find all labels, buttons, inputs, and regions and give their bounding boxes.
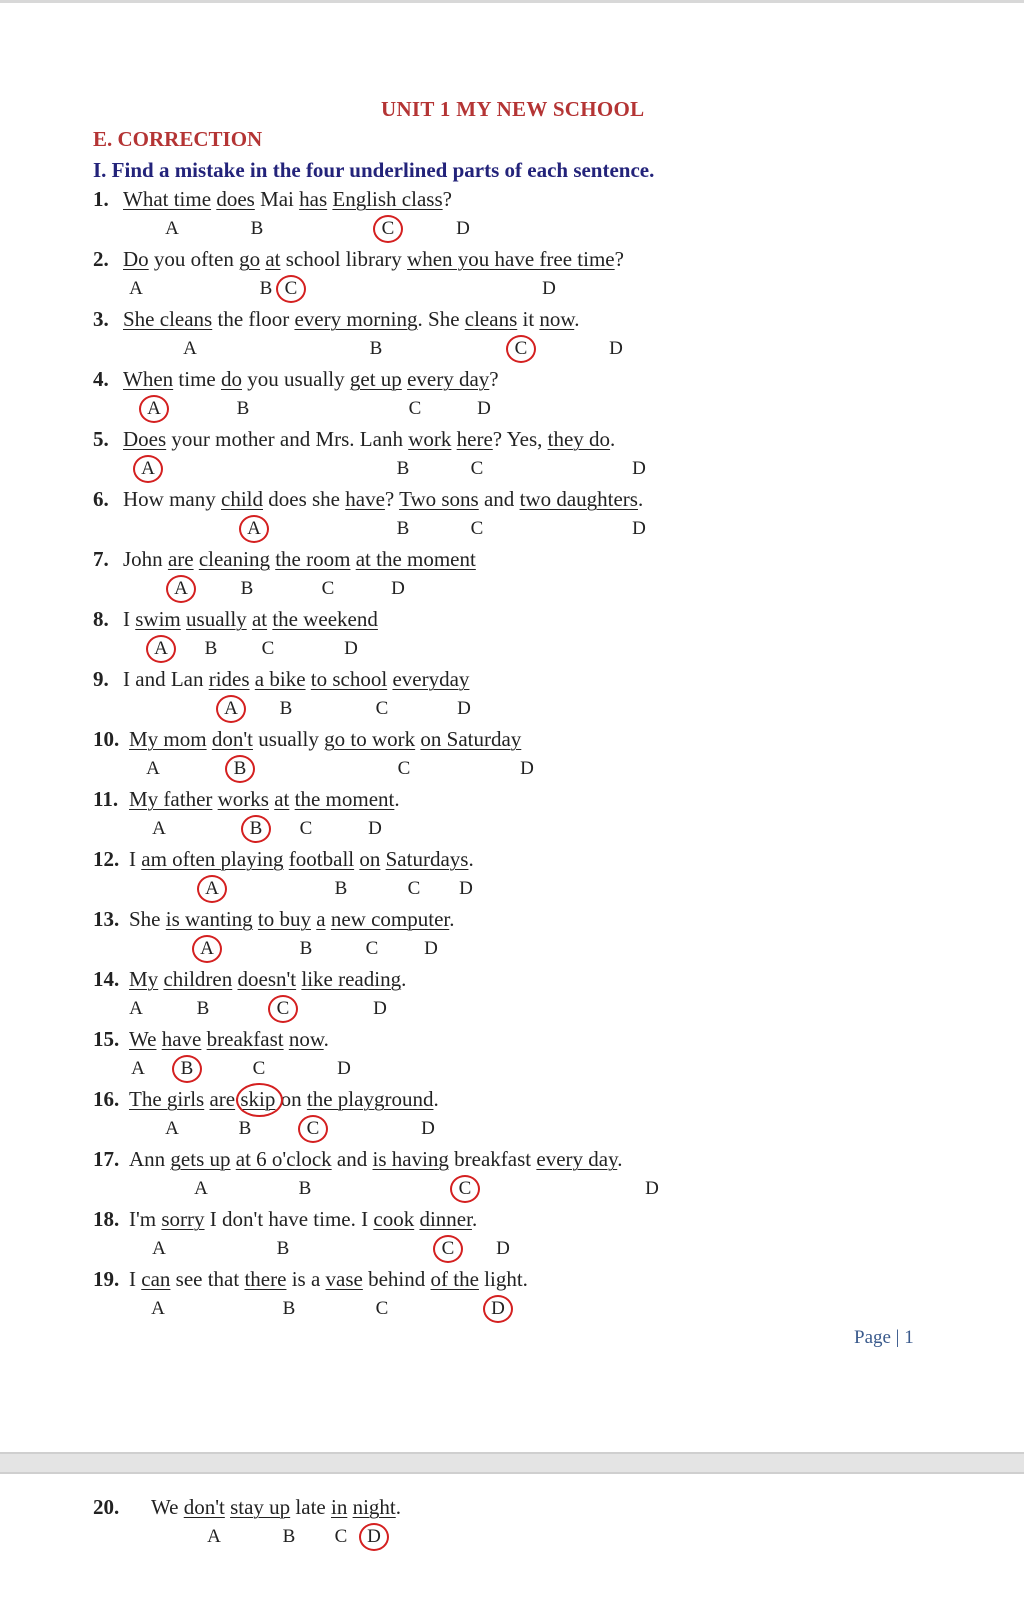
choice-label-c: C [470, 518, 484, 539]
underlined-part: works [217, 787, 269, 811]
underlined-part: two daughters [519, 487, 638, 511]
question-number: 20. [93, 1495, 120, 1519]
sentence-text: . [401, 967, 407, 991]
choice-label-b: B [334, 878, 348, 899]
circled-answer-c: C [268, 995, 298, 1023]
question-number: 18. [93, 1207, 120, 1231]
choice-label-d: D [421, 1118, 435, 1139]
circled-answer-c: C [298, 1115, 328, 1143]
sentence-text: late [290, 1495, 331, 1519]
choice-label-c: C [470, 458, 484, 479]
sentence-text: I [129, 847, 142, 871]
sentence-text: Ann [129, 1147, 171, 1171]
circled-answer-a: A [166, 575, 196, 603]
choice-label-c: C [365, 938, 379, 959]
choice-label-c: C [299, 818, 313, 839]
underlined-part: the weekend [272, 607, 378, 631]
question-18 [0, 1206, 1024, 1268]
underlined-part: the moment [294, 787, 395, 811]
sentence-text: ? [384, 487, 400, 511]
underlined-part: a bike [254, 667, 306, 691]
underlined-part: What time [123, 187, 212, 211]
sentence-text: She [129, 907, 166, 931]
underlined-part: in [330, 1495, 348, 1519]
choice-label-b: B [259, 278, 273, 299]
sentence-text: ? [489, 367, 499, 391]
underlined-part: English class [332, 187, 443, 211]
underlined-part: breakfast [206, 1027, 284, 1051]
choice-label-c: C [375, 698, 389, 719]
underlined-part: stay up [230, 1495, 291, 1519]
choice-label-c: C [334, 1526, 348, 1547]
choice-label-a: A [207, 1526, 221, 1547]
sentence-text: school library [280, 247, 408, 271]
underlined-part: rides [208, 667, 250, 691]
circled-answer-c: C [276, 275, 306, 303]
choice-label-c: C [408, 398, 422, 419]
underlined-part: night [352, 1495, 396, 1519]
choice-label-d: D [496, 1238, 510, 1259]
sentence-text: I'm [129, 1207, 162, 1231]
question-sentence [93, 906, 454, 932]
choice-label-d: D [632, 518, 646, 539]
question-sentence [93, 846, 474, 872]
underlined-part: like reading [301, 967, 402, 991]
circled-answer-d: D [483, 1295, 513, 1323]
circled-answer-a: A [139, 395, 169, 423]
underlined-part: every day [536, 1147, 618, 1171]
sentence-text: behind [362, 1267, 431, 1291]
underlined-part: cleaning [198, 547, 270, 571]
sentence-text: . [468, 847, 474, 871]
question-number: 9. [93, 667, 109, 691]
question-12 [0, 846, 1024, 908]
page-separator [0, 1452, 1024, 1474]
underlined-part: does [216, 187, 255, 211]
underlined-part: swim [135, 607, 181, 631]
question-sentence [93, 606, 378, 632]
underlined-part: have [345, 487, 385, 511]
choice-label-d: D [344, 638, 358, 659]
question-sentence [93, 486, 643, 512]
underlined-part: The girls [129, 1087, 205, 1111]
underlined-part: the room [275, 547, 351, 571]
choice-label-c: C [375, 1298, 389, 1319]
underlined-part: every morning [294, 307, 418, 331]
underlined-part: are [167, 547, 194, 571]
sentence-text: . [610, 427, 616, 451]
section-title: E. CORRECTION [93, 127, 263, 151]
question-19 [0, 1266, 1024, 1328]
underlined-part: every day [407, 367, 490, 391]
sentence-text: . [323, 1027, 329, 1051]
choice-label-a: A [129, 998, 143, 1019]
sentence-text: How many [123, 487, 221, 511]
underlined-part: they do [547, 427, 611, 451]
choice-label-d: D [542, 278, 556, 299]
question-10 [0, 726, 1024, 788]
sentence-text: I don't have time. I [204, 1207, 374, 1231]
underlined-part: to buy [257, 907, 312, 931]
choice-label-d: D [632, 458, 646, 479]
circled-answer-a: A [192, 935, 222, 963]
question-number: 16. [93, 1087, 120, 1111]
sentence-text: on [275, 1087, 307, 1111]
sentence-text: time [173, 367, 221, 391]
underlined-part: get up [349, 367, 402, 391]
underlined-part: gets up [170, 1147, 231, 1171]
choice-label-b: B [282, 1298, 296, 1319]
question-sentence [93, 666, 469, 692]
sentence-text: and [331, 1147, 373, 1171]
underlined-part: work [408, 427, 452, 451]
question-8 [0, 606, 1024, 668]
circled-answer-a: A [216, 695, 246, 723]
choice-label-b: B [396, 458, 410, 479]
underlined-part: now [288, 1027, 324, 1051]
question-number: 5. [93, 427, 109, 451]
underlined-part: there [244, 1267, 287, 1291]
sentence-text: . [617, 1147, 623, 1171]
underlined-part: go [239, 247, 261, 271]
question-number: 19. [93, 1267, 120, 1291]
question-2 [0, 246, 1024, 308]
sentence-text: see that [170, 1267, 245, 1291]
choice-label-d: D [477, 398, 491, 419]
sentence-text: . She [417, 307, 465, 331]
underlined-part: don't [183, 1495, 225, 1519]
question-16 [0, 1086, 1024, 1148]
choice-label-b: B [279, 698, 293, 719]
question-4 [0, 366, 1024, 428]
circled-answer-b: B [172, 1055, 202, 1083]
sentence-text: . [637, 487, 644, 511]
choice-label-d: D [645, 1178, 659, 1199]
question-sentence [93, 246, 624, 272]
circled-answer-d: D [359, 1523, 389, 1551]
choice-label-c: C [321, 578, 335, 599]
question-sentence [93, 966, 406, 992]
question-17 [0, 1146, 1024, 1208]
choice-label-d: D [609, 338, 623, 359]
question-number: 2. [93, 247, 109, 271]
question-1 [0, 186, 1024, 248]
sentence-text: I [129, 1267, 142, 1291]
question-sentence [93, 306, 579, 332]
circled-answer-c: C [450, 1175, 480, 1203]
underlined-part: have [161, 1027, 202, 1051]
underlined-part: has [299, 187, 328, 211]
sentence-text: you usually [241, 367, 350, 391]
choice-label-b: B [236, 398, 250, 419]
underlined-part: Two sons [399, 487, 479, 511]
choice-label-a: A [151, 1298, 165, 1319]
underlined-part: are [209, 1087, 236, 1111]
sentence-text: light. [478, 1267, 528, 1291]
underlined-part: on [359, 847, 381, 871]
underlined-part: skip [240, 1087, 276, 1111]
unit-title: UNIT 1 MY NEW SCHOOL [381, 97, 645, 121]
circled-answer-a: A [197, 875, 227, 903]
question-number: 4. [93, 367, 109, 391]
sentence-text: . [395, 1495, 401, 1519]
question-5 [0, 426, 1024, 488]
question-7 [0, 546, 1024, 608]
sentence-text: usually [252, 727, 325, 751]
underlined-part: the playground [306, 1087, 434, 1111]
question-number: 13. [93, 907, 120, 931]
underlined-part: She cleans [123, 307, 213, 331]
question-20 [0, 1494, 1024, 1556]
sentence-text: I [123, 607, 136, 631]
circled-answer-a: A [146, 635, 176, 663]
underlined-part: Do [123, 247, 149, 271]
underlined-part: when you have free time [407, 247, 615, 271]
question-number: 7. [93, 547, 109, 571]
underlined-part: football [288, 847, 355, 871]
question-15 [0, 1026, 1024, 1088]
choice-label-a: A [183, 338, 197, 359]
sentence-text: it [517, 307, 540, 331]
choice-label-a: A [131, 1058, 145, 1079]
choice-label-b: B [282, 1526, 296, 1547]
question-number: 17. [93, 1147, 120, 1171]
underlined-part: Saturdays [385, 847, 469, 871]
question-number: 14. [93, 967, 120, 991]
choice-label-a: A [146, 758, 160, 779]
underlined-part: We [129, 1027, 157, 1051]
sentence-text: Mai [254, 187, 300, 211]
sentence-text: breakfast [448, 1147, 537, 1171]
sentence-text: John [123, 547, 168, 571]
choice-label-d: D [520, 758, 534, 779]
circled-answer-b: B [241, 815, 271, 843]
choice-label-b: B [240, 578, 254, 599]
underlined-part: cook [373, 1207, 415, 1231]
sentence-text: . [449, 907, 455, 931]
circled-answer-c: C [506, 335, 536, 363]
choice-label-d: D [424, 938, 438, 959]
choice-label-b: B [238, 1118, 252, 1139]
choice-label-d: D [391, 578, 405, 599]
circled-answer-b: B [225, 755, 255, 783]
underlined-part: at [251, 607, 268, 631]
question-sentence [93, 1206, 477, 1232]
underlined-part: on Saturday [420, 727, 522, 751]
question-number: 10. [93, 727, 120, 751]
choice-label-a: A [129, 278, 143, 299]
underlined-part: go to work [324, 727, 416, 751]
choice-label-b: B [276, 1238, 290, 1259]
sentence-text: does she [263, 487, 346, 511]
underlined-part: can [141, 1267, 171, 1291]
choice-label-a: A [165, 1118, 179, 1139]
choice-label-a: A [194, 1178, 208, 1199]
underlined-part: My [129, 967, 159, 991]
underlined-part: at 6 o'clock [235, 1147, 332, 1171]
choice-label-d: D [373, 998, 387, 1019]
choice-label-b: B [299, 938, 313, 959]
underlined-part: new computer [330, 907, 450, 931]
question-sentence [93, 366, 499, 392]
question-13 [0, 906, 1024, 968]
question-number: 1. [93, 187, 109, 211]
choice-label-c: C [407, 878, 421, 899]
underlined-part: of the [430, 1267, 479, 1291]
sentence-text: the floor [212, 307, 295, 331]
underlined-part: at [265, 247, 281, 271]
underlined-part: My father [129, 787, 213, 811]
question-sentence [93, 726, 521, 752]
question-14 [0, 966, 1024, 1028]
question-sentence [93, 1146, 622, 1172]
underlined-part: everyday [392, 667, 470, 691]
sentence-text: I and Lan [123, 667, 209, 691]
page-number: Page | 1 [854, 1327, 914, 1348]
question-sentence [93, 186, 452, 212]
question-sentence [93, 1026, 329, 1052]
question-9 [0, 666, 1024, 728]
choice-label-b: B [250, 218, 264, 239]
underlined-part: dinner [419, 1207, 472, 1231]
circled-answer-a: A [239, 515, 269, 543]
question-number: 15. [93, 1027, 120, 1051]
question-number: 3. [93, 307, 109, 331]
sentence-text: is a [286, 1267, 326, 1291]
exercise-instruction: I. Find a mistake in the four underlined parts of each sentence. [93, 158, 655, 182]
choice-label-c: C [252, 1058, 266, 1079]
choice-label-c: C [261, 638, 275, 659]
underlined-part: at the moment [355, 547, 476, 571]
choice-label-d: D [368, 818, 382, 839]
choice-label-b: B [204, 638, 218, 659]
circled-answer-c: C [373, 215, 403, 243]
underlined-part: a [316, 907, 326, 931]
question-3 [0, 306, 1024, 368]
question-sentence [93, 426, 615, 452]
question-number: 12. [93, 847, 120, 871]
choice-label-a: A [165, 218, 179, 239]
underlined-part: Does [123, 427, 167, 451]
sentence-text: . [433, 1087, 439, 1111]
question-11 [0, 786, 1024, 848]
circled-answer-c: C [433, 1235, 463, 1263]
sentence-text: your mother and Mrs. Lanh [166, 427, 409, 451]
choice-label-d: D [456, 218, 470, 239]
question-6 [0, 486, 1024, 548]
choice-label-d: D [457, 698, 471, 719]
question-sentence [93, 546, 476, 572]
underlined-part: am often playing [141, 847, 284, 871]
circled-answer-a: A [133, 455, 163, 483]
underlined-part: child [221, 487, 263, 511]
choice-label-c: C [397, 758, 411, 779]
sentence-text: . [394, 787, 400, 811]
underlined-part: My mom [129, 727, 207, 751]
choice-label-b: B [396, 518, 410, 539]
underlined-part: don't [211, 727, 253, 751]
choice-label-a: A [152, 1238, 166, 1259]
sentence-text: . [471, 1207, 478, 1231]
underlined-part: now [539, 307, 575, 331]
underlined-part: vase [325, 1267, 363, 1291]
underlined-part: sorry [161, 1207, 205, 1231]
underlined-part: to school [310, 667, 388, 691]
sentence-text: We [151, 1495, 184, 1519]
sentence-text: ? Yes, [492, 427, 548, 451]
choice-label-d: D [459, 878, 473, 899]
underlined-part: here [456, 427, 493, 451]
underlined-part: is wanting [165, 907, 253, 931]
choice-label-a: A [152, 818, 166, 839]
sentence-text: ? [614, 247, 624, 271]
underlined-part: usually [186, 607, 247, 631]
underlined-part: children [163, 967, 233, 991]
underlined-part: is having [372, 1147, 449, 1171]
choice-label-b: B [369, 338, 383, 359]
question-number: 8. [93, 607, 109, 631]
question-sentence [93, 786, 400, 812]
underlined-part: do [220, 367, 242, 391]
sentence-text: . [574, 307, 580, 331]
sentence-text: ? [442, 187, 452, 211]
choice-label-b: B [298, 1178, 312, 1199]
sentence-text: you often [148, 247, 240, 271]
underlined-part: When [123, 367, 174, 391]
underlined-part: at [274, 787, 290, 811]
choice-label-d: D [337, 1058, 351, 1079]
question-number: 11. [93, 787, 119, 811]
choice-label-b: B [196, 998, 210, 1019]
question-number: 6. [93, 487, 109, 511]
underlined-part: doesn't [237, 967, 297, 991]
underlined-part: cleans [464, 307, 518, 331]
sentence-text: and [478, 487, 520, 511]
question-sentence [93, 1266, 528, 1292]
question-sentence [93, 1494, 401, 1520]
